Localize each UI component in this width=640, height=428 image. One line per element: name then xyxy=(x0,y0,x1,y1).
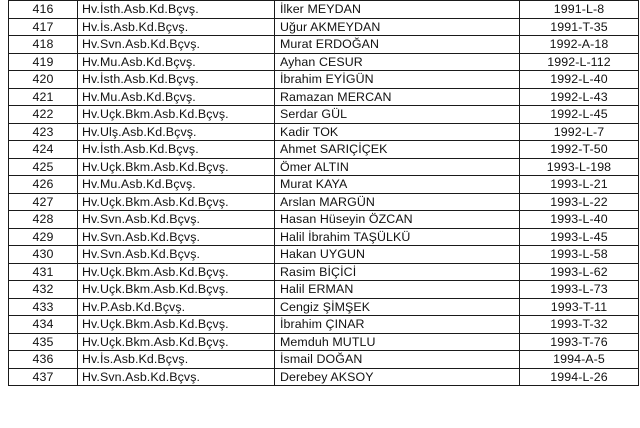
registry-number-cell: 1992-T-50 xyxy=(520,141,639,159)
registry-number-cell: 1993-T-76 xyxy=(520,333,639,351)
row-number-cell: 416 xyxy=(9,1,78,19)
row-number-cell: 421 xyxy=(9,88,78,106)
row-number-cell: 426 xyxy=(9,176,78,194)
rank-cell: Hv.İsth.Asb.Kd.Bçvş. xyxy=(78,141,275,159)
row-number-cell: 417 xyxy=(9,18,78,36)
registry-number-cell: 1991-T-35 xyxy=(520,18,639,36)
registry-number-cell: 1993-L-21 xyxy=(520,176,639,194)
registry-number-cell: 1992-L-45 xyxy=(520,106,639,124)
registry-number-cell: 1993-L-198 xyxy=(520,158,639,176)
registry-number-cell: 1993-L-40 xyxy=(520,211,639,229)
table-row xyxy=(9,18,639,36)
table-row xyxy=(9,106,639,124)
row-number-cell: 419 xyxy=(9,53,78,71)
table-row xyxy=(9,351,639,369)
full-name-cell: Murat KAYA xyxy=(275,176,520,194)
rank-cell: Hv.İsth.Asb.Kd.Bçvş. xyxy=(78,71,275,89)
rank-cell: Hv.Mu.Asb.Kd.Bçvş. xyxy=(78,88,275,106)
full-name-cell: Ramazan MERCAN xyxy=(275,88,520,106)
registry-number-cell: 1993-T-32 xyxy=(520,316,639,334)
row-number-cell: 437 xyxy=(9,368,78,386)
full-name-cell: Rasim BİÇİCİ xyxy=(275,263,520,281)
registry-number-cell: 1993-T-11 xyxy=(520,298,639,316)
table-row xyxy=(9,193,639,211)
row-number-cell: 423 xyxy=(9,123,78,141)
rank-cell: Hv.Uçk.Bkm.Asb.Kd.Bçvş. xyxy=(78,106,275,124)
full-name-cell: İbrahim EYİGÜN xyxy=(275,71,520,89)
rank-cell: Hv.Svn.Asb.Kd.Bçvş. xyxy=(78,368,275,386)
table-row xyxy=(9,333,639,351)
registry-number-cell: 1992-L-112 xyxy=(520,53,639,71)
row-number-cell: 424 xyxy=(9,141,78,159)
rank-cell: Hv.Svn.Asb.Kd.Bçvş. xyxy=(78,211,275,229)
rank-cell: Hv.Ulş.Asb.Kd.Bçvş. xyxy=(78,123,275,141)
row-number-cell: 418 xyxy=(9,36,78,54)
table-row xyxy=(9,211,639,229)
full-name-cell: Halil ERMAN xyxy=(275,281,520,299)
rank-cell: Hv.Uçk.Bkm.Asb.Kd.Bçvş. xyxy=(78,193,275,211)
row-number-cell: 433 xyxy=(9,298,78,316)
row-number-cell: 436 xyxy=(9,351,78,369)
rank-cell: Hv.Uçk.Bkm.Asb.Kd.Bçvş. xyxy=(78,158,275,176)
rank-cell: Hv.Uçk.Bkm.Asb.Kd.Bçvş. xyxy=(78,316,275,334)
rank-cell: Hv.Mu.Asb.Kd.Bçvş. xyxy=(78,53,275,71)
full-name-cell: Hasan Hüseyin ÖZCAN xyxy=(275,211,520,229)
registry-number-cell: 1992-A-18 xyxy=(520,36,639,54)
table-row xyxy=(9,176,639,194)
rank-cell: Hv.Uçk.Bkm.Asb.Kd.Bçvş. xyxy=(78,281,275,299)
row-number-cell: 427 xyxy=(9,193,78,211)
table-row xyxy=(9,298,639,316)
table-row xyxy=(9,141,639,159)
personnel-table xyxy=(8,0,639,386)
row-number-cell: 428 xyxy=(9,211,78,229)
table-row xyxy=(9,246,639,264)
rank-cell: Hv.Svn.Asb.Kd.Bçvş. xyxy=(78,228,275,246)
full-name-cell: İsmail DOĞAN xyxy=(275,351,520,369)
rank-cell: Hv.İs.Asb.Kd.Bçvş. xyxy=(78,18,275,36)
registry-number-cell: 1993-L-73 xyxy=(520,281,639,299)
registry-number-cell: 1994-A-5 xyxy=(520,351,639,369)
registry-number-cell: 1994-L-26 xyxy=(520,368,639,386)
full-name-cell: Memduh MUTLU xyxy=(275,333,520,351)
full-name-cell: Arslan MARGÜN xyxy=(275,193,520,211)
full-name-cell: Halil İbrahim TAŞÜLKÜ xyxy=(275,228,520,246)
personnel-table-body xyxy=(9,1,639,386)
rank-cell: Hv.İs.Asb.Kd.Bçvş. xyxy=(78,351,275,369)
registry-number-cell: 1991-L-8 xyxy=(520,1,639,19)
rank-cell: Hv.Svn.Asb.Kd.Bçvş. xyxy=(78,36,275,54)
table-row xyxy=(9,158,639,176)
registry-number-cell: 1993-L-62 xyxy=(520,263,639,281)
registry-number-cell: 1993-L-58 xyxy=(520,246,639,264)
table-row xyxy=(9,368,639,386)
registry-number-cell: 1992-L-43 xyxy=(520,88,639,106)
rank-cell: Hv.P.Asb.Kd.Bçvş. xyxy=(78,298,275,316)
table-row xyxy=(9,53,639,71)
registry-number-cell: 1992-L-40 xyxy=(520,71,639,89)
full-name-cell: İbrahim ÇINAR xyxy=(275,316,520,334)
full-name-cell: Hakan UYGUN xyxy=(275,246,520,264)
table-row xyxy=(9,281,639,299)
registry-number-cell: 1992-L-7 xyxy=(520,123,639,141)
registry-number-cell: 1993-L-22 xyxy=(520,193,639,211)
table-row xyxy=(9,71,639,89)
rank-cell: Hv.Uçk.Bkm.Asb.Kd.Bçvş. xyxy=(78,333,275,351)
table-row xyxy=(9,263,639,281)
row-number-cell: 422 xyxy=(9,106,78,124)
table-row xyxy=(9,316,639,334)
full-name-cell: Kadir TOK xyxy=(275,123,520,141)
row-number-cell: 431 xyxy=(9,263,78,281)
full-name-cell: Ayhan CESUR xyxy=(275,53,520,71)
row-number-cell: 429 xyxy=(9,228,78,246)
row-number-cell: 434 xyxy=(9,316,78,334)
full-name-cell: Derebey AKSOY xyxy=(275,368,520,386)
full-name-cell: Serdar GÜL xyxy=(275,106,520,124)
full-name-cell: Ömer ALTIN xyxy=(275,158,520,176)
rank-cell: Hv.İsth.Asb.Kd.Bçvş. xyxy=(78,1,275,19)
rank-cell: Hv.Uçk.Bkm.Asb.Kd.Bçvş. xyxy=(78,263,275,281)
row-number-cell: 430 xyxy=(9,246,78,264)
row-number-cell: 435 xyxy=(9,333,78,351)
table-row xyxy=(9,36,639,54)
full-name-cell: Uğur AKMEYDAN xyxy=(275,18,520,36)
rank-cell: Hv.Mu.Asb.Kd.Bçvş. xyxy=(78,176,275,194)
row-number-cell: 425 xyxy=(9,158,78,176)
table-row xyxy=(9,228,639,246)
full-name-cell: Murat ERDOĞAN xyxy=(275,36,520,54)
registry-number-cell: 1993-L-45 xyxy=(520,228,639,246)
row-number-cell: 432 xyxy=(9,281,78,299)
table-row xyxy=(9,88,639,106)
rank-cell: Hv.Svn.Asb.Kd.Bçvş. xyxy=(78,246,275,264)
table-row xyxy=(9,123,639,141)
row-number-cell: 420 xyxy=(9,71,78,89)
full-name-cell: Ahmet SARIÇİÇEK xyxy=(275,141,520,159)
table-row xyxy=(9,1,639,19)
full-name-cell: Cengiz ŞİMŞEK xyxy=(275,298,520,316)
full-name-cell: İlker MEYDAN xyxy=(275,1,520,19)
